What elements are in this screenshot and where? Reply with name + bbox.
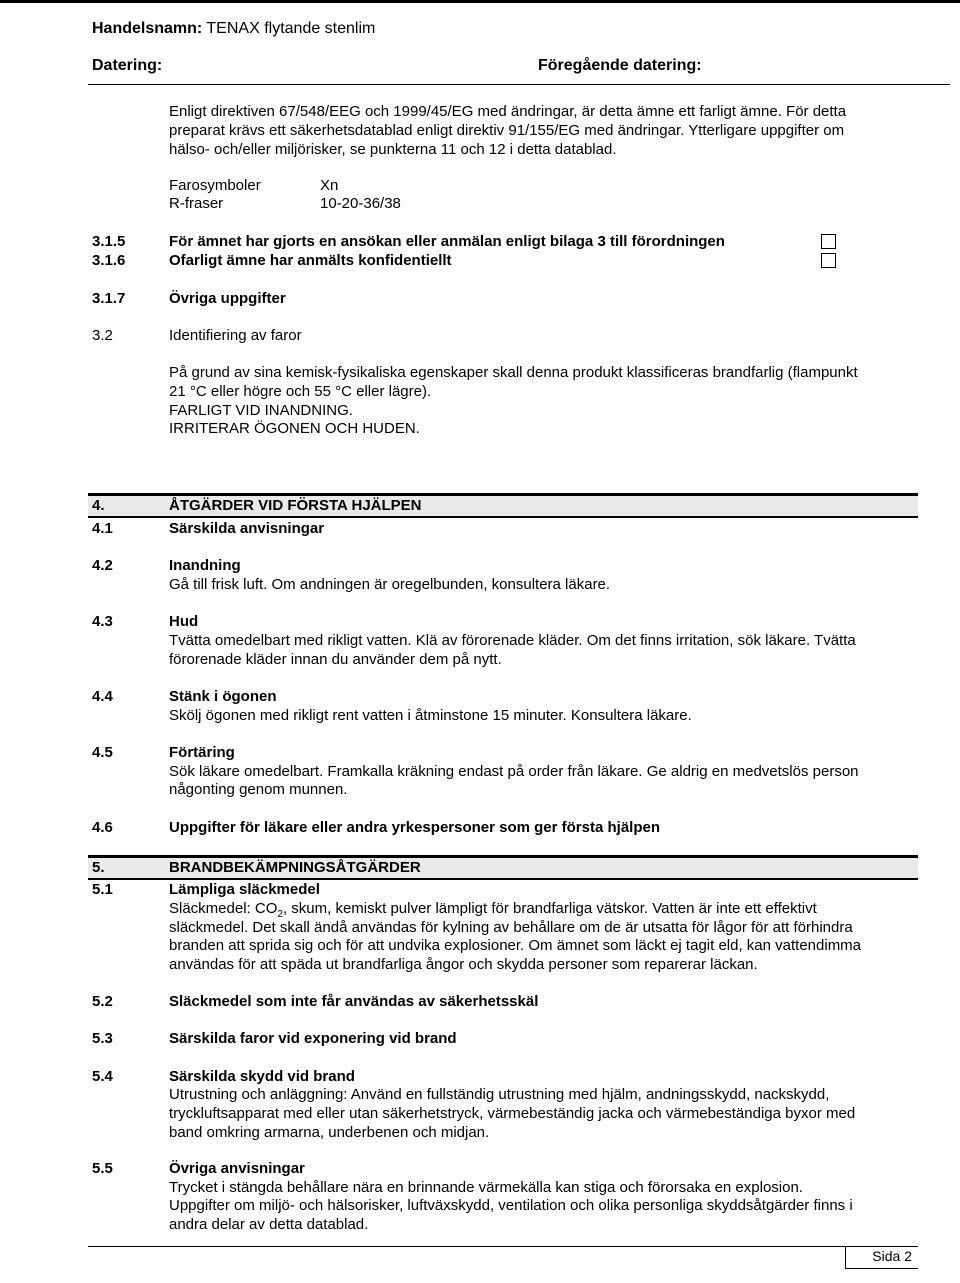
trade-name-value: TENAX flytande stenlim [206, 20, 376, 37]
trade-name-label: Handelsnamn: [92, 20, 203, 37]
section-4-underline [88, 516, 918, 518]
item-5-1-line-rest: , skum, kemiskt pulver lämpligt för brandfarliga vätskor. Vatten är inte ett effektivt [282, 900, 817, 917]
item-4-3-title: Hud [169, 613, 199, 630]
item-4-5-body-line-2: någonting genom munnen. [169, 781, 348, 798]
item-5-5-body-line-1: Trycket i stängda behållare nära en brinnande värmekälla kan stiga och förorsaka en explosion. [169, 1179, 803, 1196]
section-4-title: ÅTGÄRDER VID FÖRSTA HJÄLPEN [169, 497, 422, 514]
item-4-5-title: Förtäring [169, 744, 235, 761]
item-4-5-number: 4.5 [92, 744, 113, 761]
previous-date-label: Föregående datering: [538, 57, 702, 74]
item-5-1-body-line-4: användas för att späda ut brandfarliga ångor och skydda personer som reparerar läckan. [169, 956, 758, 973]
farosymboler-label: Farosymboler [169, 177, 261, 194]
content-frame-top [88, 84, 950, 85]
item-4-4-title: Stänk i ögonen [169, 688, 277, 705]
item-5-5-number: 5.5 [92, 1160, 113, 1177]
item-3-1-5-text: För ämnet har gjorts en ansökan eller anmälan enligt bilaga 3 till förordningen [169, 233, 725, 250]
item-5-1-body-line-3: branden att sprida sig och för att undvika explosioner. Om ämnet som läckt ej tagit eld, kan vattendimma [169, 937, 862, 954]
item-3-2-body-line-4: IRRITERAR ÖGONEN OCH HUDEN. [169, 420, 420, 437]
item-3-2-body-line-2: 21 °C eller högre och 55 °C eller lägre). [169, 383, 432, 400]
document-header [92, 20, 375, 39]
item-5-5-body-line-3: andra delar av detta datablad. [169, 1216, 369, 1233]
item-5-4-body-line-1: Utrustning och anläggning: Använd en fullständig utrustning med hjälm, andningsskydd, nackskydd, [169, 1086, 830, 1103]
date-label: Datering: [92, 57, 163, 74]
item-5-1-co-subscript: 2 [277, 909, 283, 920]
item-4-5-body-line-1: Sök läkare omedelbart. Framkalla kräkning endast på order från läkare. Ge aldrig en medvetslös person [169, 763, 859, 780]
item-5-5-title: Övriga anvisningar [169, 1160, 305, 1177]
item-5-4-title: Särskilda skydd vid brand [169, 1068, 355, 1085]
item-3-1-7-text: Övriga uppgifter [169, 290, 286, 307]
section-5-number: 5. [92, 859, 105, 876]
item-5-2-title: Släckmedel som inte får användas av säkerhetsskäl [169, 993, 539, 1010]
section-5-title: BRANDBEKÄMPNINGSÅTGÄRDER [169, 859, 421, 876]
item-4-4-number: 4.4 [92, 688, 113, 705]
item-4-2-number: 4.2 [92, 557, 113, 574]
item-4-1-number: 4.1 [92, 520, 113, 537]
item-4-3-body-line-1: Tvätta omedelbart med rikligt vatten. Klä av förorenade kläder. Om det finns irritation, sök läkare. Tvätta [169, 632, 856, 649]
item-4-6-number: 4.6 [92, 819, 113, 836]
item-5-5-body-line-2: Uppgifter om miljö- och hälsorisker, luftväxskydd, ventilation och olika personliga skyddsåtgärder finns i [169, 1197, 853, 1214]
top-border [0, 0, 960, 3]
item-5-1-co-text: Släckmedel: CO [169, 900, 278, 917]
section-4-number: 4. [92, 497, 105, 514]
item-4-3-body-line-2: förorenade kläder innan du använder dem på nytt. [169, 651, 502, 668]
item-5-4-body-line-3: band omkring armarna, underbenen och midjan. [169, 1124, 490, 1141]
trade-name-row [92, 20, 375, 39]
item-5-3-number: 5.3 [92, 1030, 113, 1047]
section-4-heading [88, 493, 918, 516]
item-3-1-5-checkbox[interactable] [821, 234, 836, 249]
item-5-4-number: 5.4 [92, 1068, 113, 1085]
item-5-2-number: 5.2 [92, 993, 113, 1010]
rfraser-value: 10-20-36/38 [320, 195, 401, 212]
footer-rule [88, 1246, 918, 1247]
item-4-1-title: Särskilda anvisningar [169, 520, 325, 537]
item-3-1-6-checkbox[interactable] [821, 253, 836, 268]
section-5-underline [88, 878, 918, 880]
item-3-2-body-line-1: På grund av sina kemisk-fysikaliska egenskaper skall denna produkt klassificeras brandfarlig (flampunkt [169, 364, 858, 381]
item-4-6-title: Uppgifter för läkare eller andra yrkespersoner som ger första hjälpen [169, 819, 661, 836]
item-5-4-body-line-2: tryckluftsapparat med eller utan säkerhetstryck, värmebeständig jacka och värmebeständiga byxor med [169, 1105, 856, 1122]
item-3-1-6-number: 3.1.6 [92, 252, 126, 269]
intro-line-1: Enligt direktiven 67/548/EEG och 1999/45/EG med ändringar, är detta ämne ett farligt ämne. För detta [169, 103, 847, 120]
section-5-heading [88, 855, 918, 878]
item-5-1-body-line-2: släckmedel. Det skall ändå användas för kylning av behållare om de är utsatta för lågor för att förhindra [169, 919, 853, 936]
item-3-2-body-line-3: FARLIGT VID INANDNING. [169, 402, 353, 419]
intro-line-3: hälso- och/eller miljörisker, se punkterna 11 och 12 i detta datablad. [169, 141, 617, 158]
intro-line-2: preparat krävs ett säkerhetsdatablad enligt direktiv 91/155/EG med ändringar. Ytterligare uppgifter om [169, 122, 845, 139]
item-4-4-body-line-1: Skölj ögonen med rikligt rent vatten i åtminstone 15 minuter. Konsultera läkare. [169, 707, 692, 724]
item-3-1-7-number: 3.1.7 [92, 290, 126, 307]
rfraser-label: R-fraser [169, 195, 224, 212]
item-3-2-number: 3.2 [92, 327, 113, 344]
item-4-2-body-line-1: Gå till frisk luft. Om andningen är oregelbunden, konsultera läkare. [169, 576, 611, 593]
farosymboler-value: Xn [320, 177, 339, 194]
item-3-2-text: Identifiering av faror [169, 327, 302, 344]
page-number: Sida 2 [872, 1248, 912, 1264]
item-5-1-title: Lämpliga släckmedel [169, 881, 320, 898]
item-3-1-5-number: 3.1.5 [92, 233, 126, 250]
item-5-3-title: Särskilda faror vid exponering vid brand [169, 1030, 457, 1047]
item-3-1-6-text: Ofarligt ämne har anmälts konfidentiellt [169, 252, 452, 269]
item-4-2-title: Inandning [169, 557, 241, 574]
item-5-1-number: 5.1 [92, 881, 113, 898]
item-4-3-number: 4.3 [92, 613, 113, 630]
